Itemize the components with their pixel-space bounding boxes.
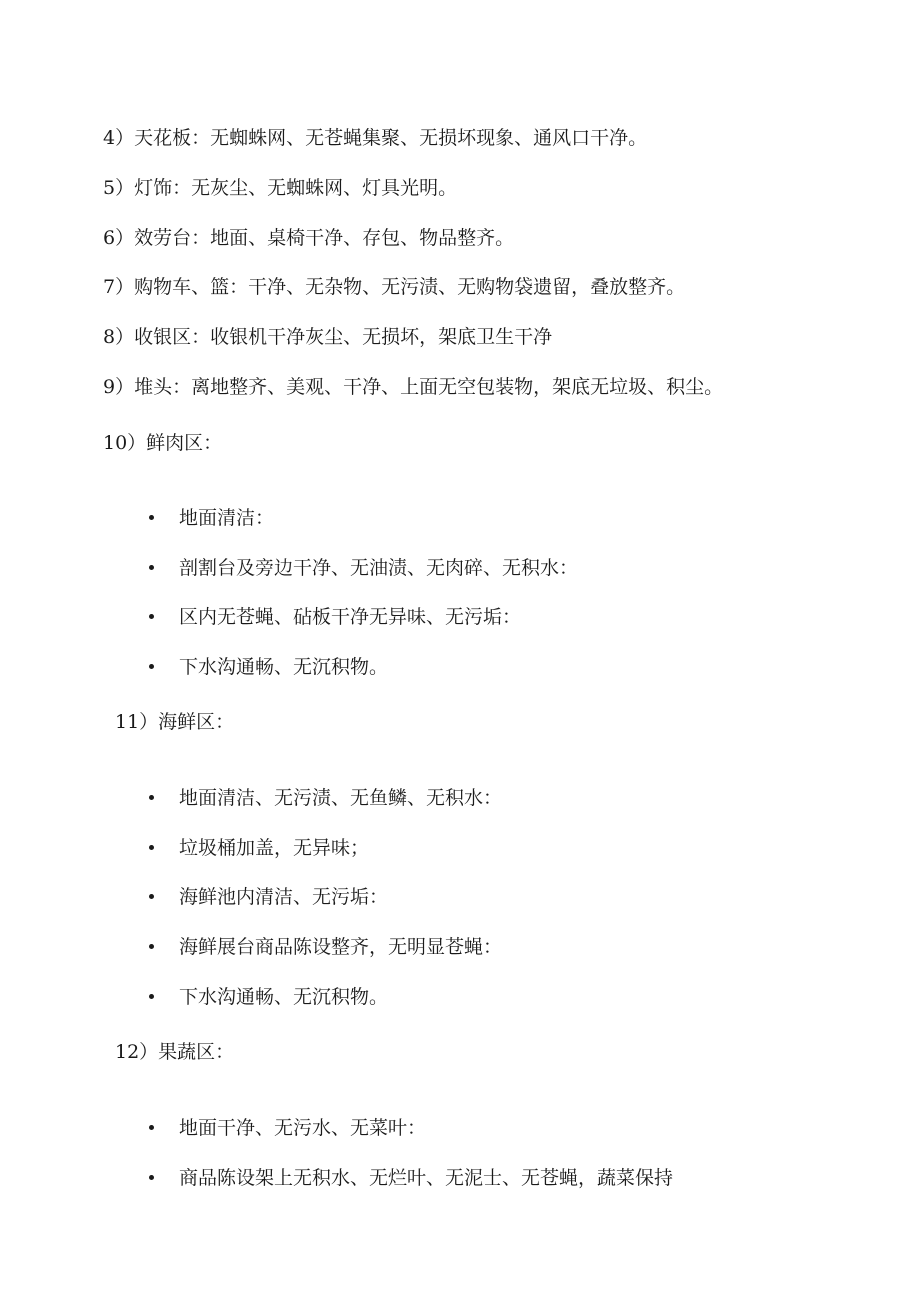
bullet-item: 海鲜池内清洁、无污垢： [179, 886, 389, 908]
section-heading-meat: 10）鲜肉区： [103, 432, 223, 454]
item-text: 灯饰：无灰尘、无蜘蛛网、灯具光明。 [134, 177, 458, 199]
item-4 [103, 126, 647, 150]
bullet-dot [149, 664, 154, 669]
item-number: 9） [103, 376, 135, 398]
bullet-item: 剖割台及旁边干净、无油渍、无肉碎、无积水： [179, 557, 579, 579]
bullet-item: 海鲜展台商品陈设整齐，无明显苍蝇： [179, 936, 503, 958]
bullet-dot [149, 994, 154, 999]
bullet-item: 地面干净、无污水、无菜叶： [179, 1117, 427, 1139]
bullet-dot [149, 845, 154, 850]
item-text: 购物车、篮：干净、无杂物、无污渍、无购物袋遗留，叠放整齐。 [134, 276, 686, 298]
item-number: 7） [103, 276, 135, 298]
section-heading-seafood: 11）海鲜区： [115, 711, 235, 733]
item-number: 8） [103, 326, 135, 348]
item-text: 天花板：无蜘蛛网、无苍蝇集聚、无损坏现象、通风口干净。 [134, 127, 648, 149]
bullet-dot [149, 1125, 154, 1130]
bullet-item: 地面清洁、无污渍、无鱼鳞、无积水： [179, 787, 503, 809]
bullet-item: 区内无苍蝇、砧板干净无异味、无污垢： [179, 606, 522, 628]
bullet-item: 商品陈设架上无积水、无烂叶、无泥士、无苍蝇，蔬菜保持 [179, 1167, 674, 1189]
item-5 [103, 176, 457, 200]
section-heading-produce: 12）果蔬区： [115, 1041, 235, 1063]
item-number: 6） [103, 227, 135, 249]
bullet-dot [149, 944, 154, 949]
item-9 [103, 375, 723, 399]
bullet-dot [149, 565, 154, 570]
bullet-dot [149, 515, 154, 520]
item-6 [103, 226, 514, 250]
item-text: 收银区：收银机干净灰尘、无损坏，架底卫生干净 [134, 326, 553, 348]
item-text: 效劳台：地面、桌椅干净、存包、物品整齐。 [134, 227, 515, 249]
item-number: 4） [103, 127, 135, 149]
item-number: 5） [103, 177, 135, 199]
bullet-item: 地面清洁： [179, 507, 275, 529]
bullet-dot [149, 795, 154, 800]
bullet-item: 垃圾桶加盖，无异味； [179, 837, 370, 859]
item-8 [103, 325, 552, 349]
item-text: 堆头：离地整齐、美观、干净、上面无空包装物，架底无垃圾、积尘。 [134, 376, 724, 398]
item-7 [103, 275, 685, 299]
bullet-dot [149, 894, 154, 899]
bullet-dot [149, 614, 154, 619]
bullet-item: 下水沟通畅、无沉积物。 [179, 656, 389, 678]
bullet-dot [149, 1175, 154, 1180]
bullet-item: 下水沟通畅、无沉积物。 [179, 986, 389, 1008]
